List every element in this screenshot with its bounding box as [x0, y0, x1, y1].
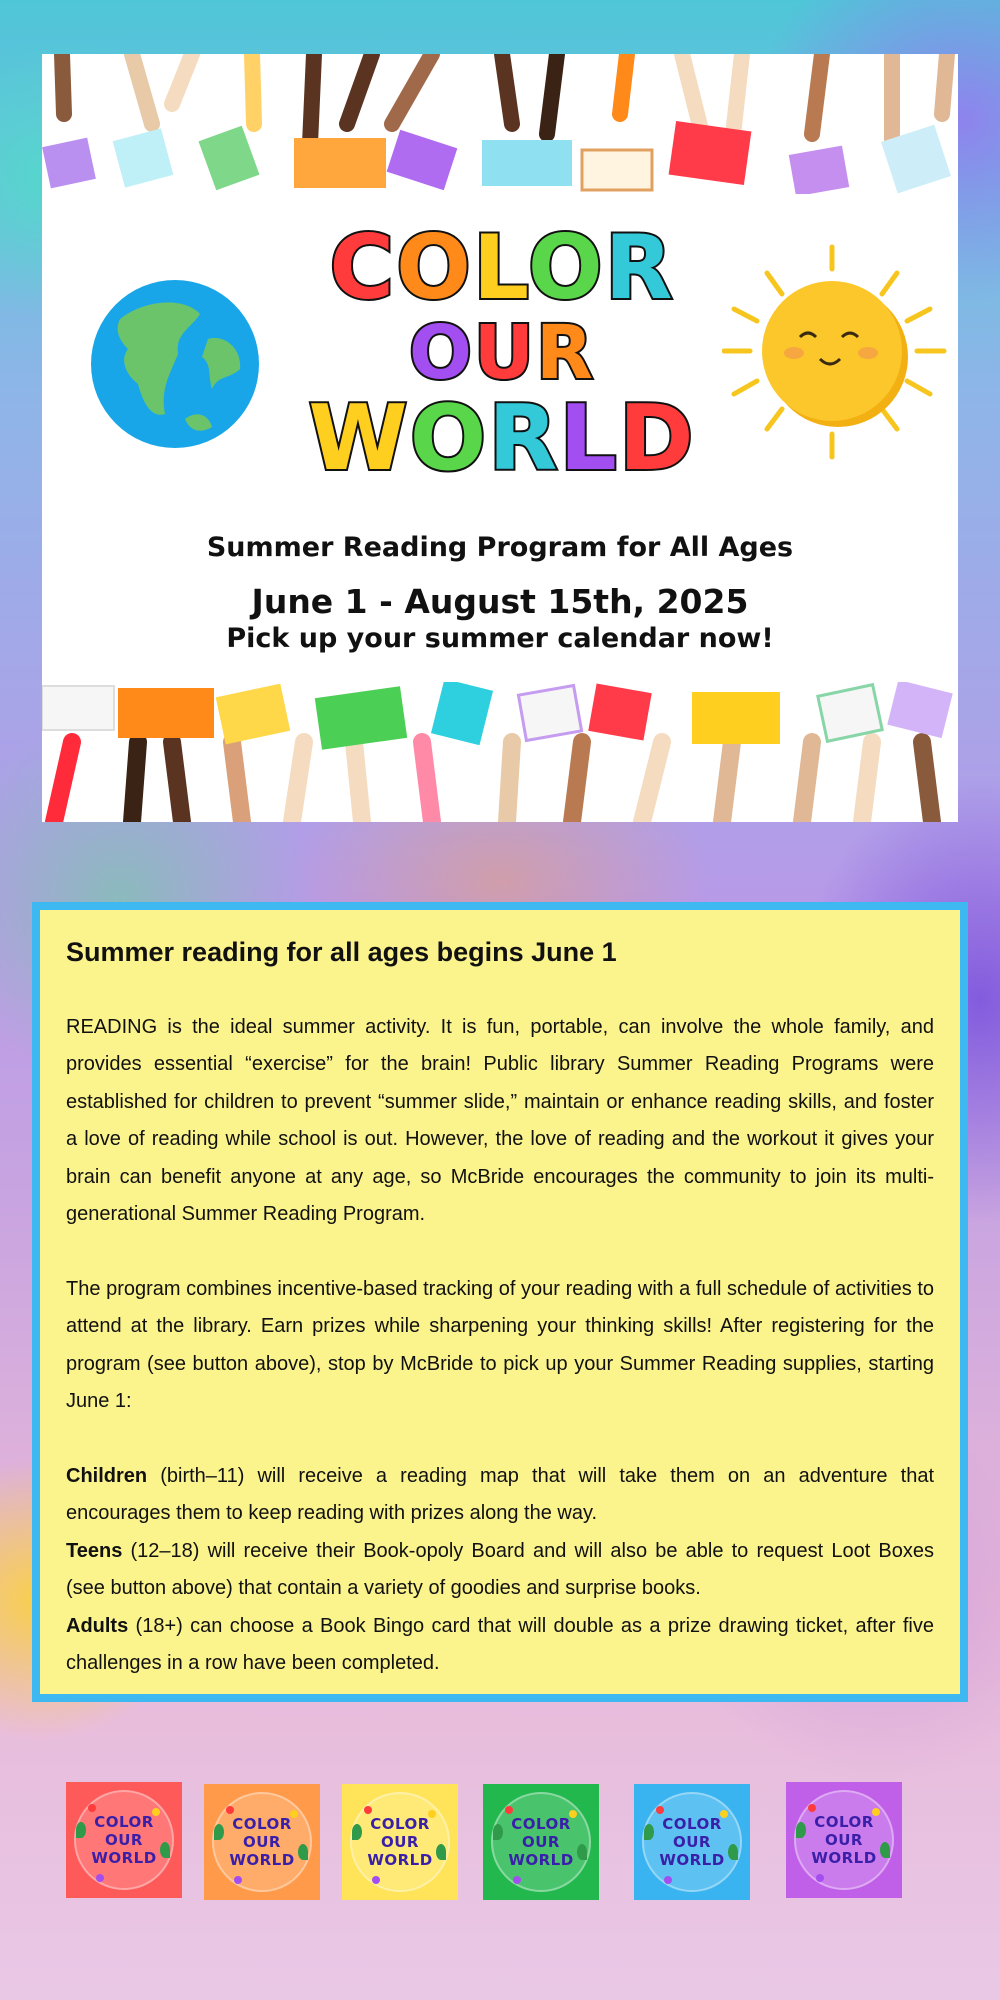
flower-icon: [364, 1806, 372, 1814]
logo-thumbnail[interactable]: [634, 1784, 750, 1900]
info-paragraph-program: The program combines incentive-based tracking of your reading with a full schedule of activities to attend at the library. Earn prizes while sharpening your thinking skills! After registering for the program (see button above), stop by McBride to pick up your Summer Reading supplies, starting June 1:: [66, 1277, 934, 1413]
flower-icon: [234, 1876, 242, 1884]
title-letter: L: [472, 216, 528, 319]
flower-icon: [513, 1876, 521, 1884]
logo-text-line1: COLOR: [94, 1813, 154, 1831]
program-dates: June 1 - August 15th, 2025: [251, 582, 749, 621]
title-letter: O: [409, 310, 474, 396]
globe-icon: [90, 279, 260, 449]
program-info-box: [32, 902, 968, 1702]
logo-thumbnail[interactable]: [483, 1784, 599, 1900]
flower-icon: [808, 1804, 816, 1812]
hands-holding-books-top: [42, 54, 958, 194]
title-letter: R: [604, 216, 675, 319]
program-title: [282, 216, 722, 491]
info-children: [66, 1458, 934, 1533]
logo-thumbnail[interactable]: [66, 1782, 182, 1898]
info-teens: [66, 1533, 934, 1608]
program-subtitle: Summer Reading Program for All Ages: [206, 532, 794, 563]
logo-text-line3: WORLD: [229, 1851, 295, 1869]
children-label: Children: [66, 1464, 148, 1487]
logo-text-line2: OUR: [522, 1833, 560, 1851]
logo-text-line3: WORLD: [91, 1849, 157, 1867]
banner-image: [42, 54, 958, 822]
title-letter: R: [488, 386, 560, 491]
flower-icon: [372, 1876, 380, 1884]
title-line-world: [282, 386, 722, 491]
logo-text-line3: WORLD: [659, 1851, 725, 1869]
logo-text-line1: COLOR: [662, 1815, 722, 1833]
title-letter: U: [473, 310, 537, 396]
title-letter: O: [409, 386, 489, 491]
calendar-callout: Pick up your summer calendar now!: [226, 623, 774, 654]
teens-text: (12–18) will receive their Book-opoly Board and will also be able to request Loot Boxes (see button above) that contain a variety of goodies and surprise books.: [66, 1539, 934, 1600]
title-line-our: [282, 310, 722, 396]
info-paragraph-reading: READING is the ideal summer activity. It is fun, portable, can involve the whole family, and provides essential “exercise” for the brain! Public library Summer Reading Programs were established for children to prevent “summer slide,” maintain or enhance reading skills, and foster a love of reading while school is out. However, the love of reading and the workout it gives your brain can benefit anyone at any age, so McBride encourages the community to join its multi-generational Summer Reading Program.: [66, 1015, 934, 1226]
logo-text-line2: OUR: [243, 1833, 281, 1851]
title-letter: D: [618, 386, 696, 491]
flower-icon: [664, 1876, 672, 1884]
title-letter: O: [396, 216, 473, 319]
adults-text: (18+) can choose a Book Bingo card that will double as a prize drawing ticket, after five challenges in a row have been completed.: [66, 1614, 934, 1675]
logo-text-line3: WORLD: [367, 1851, 433, 1869]
info-adults: [66, 1608, 934, 1683]
logo-text-line3: WORLD: [508, 1851, 574, 1869]
logo-text-line2: OUR: [825, 1831, 863, 1849]
logo-text-line2: OUR: [105, 1831, 143, 1849]
logo-text-line2: OUR: [673, 1833, 711, 1851]
title-letter: C: [329, 216, 397, 319]
flower-icon: [656, 1806, 664, 1814]
logo-thumbnail[interactable]: [342, 1784, 458, 1900]
title-line-color: [282, 216, 722, 319]
sun-icon: [722, 239, 958, 479]
logo-thumbnail-row: [0, 1780, 1000, 1900]
children-text: (birth–11) will receive a reading map that will take them on an adventure that encourages them to keep reading with prizes along the way.: [66, 1464, 934, 1525]
flower-icon: [96, 1874, 104, 1882]
logo-text-line2: OUR: [381, 1833, 419, 1851]
teens-label: Teens: [66, 1539, 123, 1562]
flower-icon: [816, 1874, 824, 1882]
logo-thumbnail[interactable]: [786, 1782, 902, 1898]
logo-text-line1: COLOR: [370, 1815, 430, 1833]
adults-label: Adults: [66, 1614, 129, 1637]
flower-icon: [88, 1804, 96, 1812]
title-letter: O: [527, 216, 605, 319]
flower-icon: [505, 1806, 513, 1814]
logo-text-line1: COLOR: [511, 1815, 571, 1833]
flower-icon: [226, 1806, 234, 1814]
title-letter: L: [559, 386, 619, 491]
logo-text-line3: WORLD: [811, 1849, 877, 1867]
title-letter: W: [308, 386, 410, 491]
info-heading: Summer reading for all ages begins June 1: [66, 937, 617, 967]
logo-text-line1: COLOR: [814, 1813, 874, 1831]
title-letter: R: [536, 310, 595, 396]
hands-holding-books-bottom: [42, 682, 958, 822]
logo-thumbnail[interactable]: [204, 1784, 320, 1900]
logo-text-line1: COLOR: [232, 1815, 292, 1833]
